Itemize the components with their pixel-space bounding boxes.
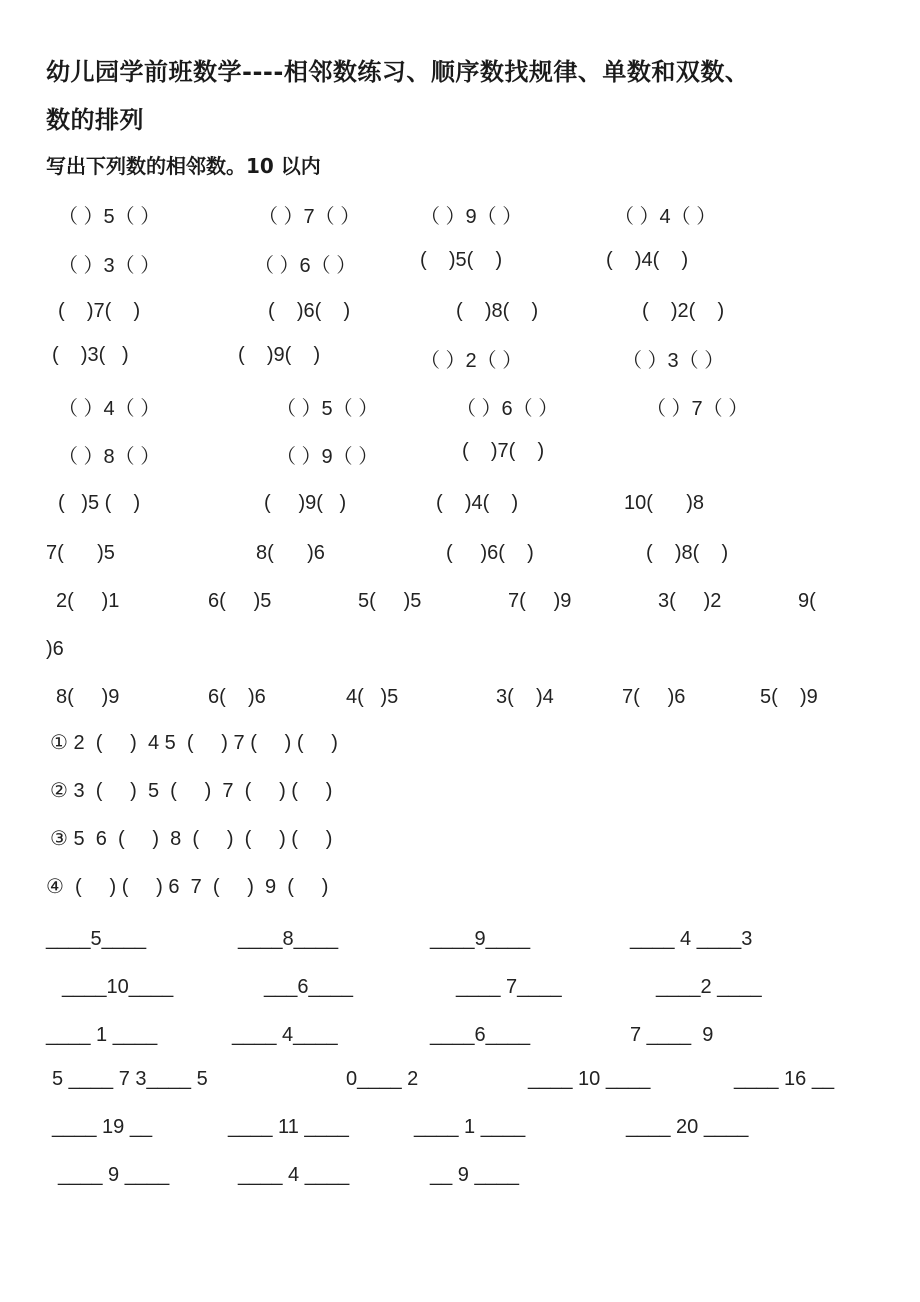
exercise-cell: 6( )5 xyxy=(208,590,272,612)
blank-exercise: ____ 10 ____ xyxy=(528,1068,651,1090)
exercise-cell: ( )5 ( ) xyxy=(58,492,141,514)
exercise-cell: 3( )4 xyxy=(496,686,554,708)
exercise-cell: ( )8( ) xyxy=(646,542,729,564)
exercise-cell: 7( )5 xyxy=(46,542,115,564)
exercise-cell: ( )5( ) xyxy=(420,249,503,271)
exercise-cell: 2( )1 xyxy=(56,590,120,612)
exercise-cell: ( )2( ) xyxy=(642,300,725,322)
blank-exercise: 5 ____ 7 3____ 5 xyxy=(52,1068,208,1090)
blank-exercise: ____2 ____ xyxy=(656,976,762,998)
exercise-cell: 10( )8 xyxy=(624,492,705,514)
blank-exercise: ____ 4 ____3 xyxy=(630,928,753,950)
exercise-cell: （ ）9（ ） xyxy=(420,206,523,228)
exercise-cell: （ ）7（ ） xyxy=(258,206,361,228)
exercise-cell: （ ）8（ ） xyxy=(58,446,161,468)
exercise-cell: ( )6( ) xyxy=(446,542,534,564)
blank-exercise: ___6____ xyxy=(264,976,353,998)
exercise-cell: 3( )2 xyxy=(658,590,722,612)
sequence-exercise: ④ ( ) ( ) 6 7 ( ) 9 ( ) xyxy=(46,876,329,898)
blank-exercise: ____ 4 ____ xyxy=(238,1164,350,1186)
blank-exercise: ____9____ xyxy=(430,928,531,950)
exercise-cell: ( )7( ) xyxy=(58,300,141,322)
exercise-cell: ( )6( ) xyxy=(268,300,351,322)
exercise-cell: （ ）2（ ） xyxy=(420,350,523,372)
exercise-cell: ( )4( ) xyxy=(606,249,689,271)
blank-exercise: ____ 11 ____ xyxy=(228,1116,349,1138)
blank-exercise: __ 9 ____ xyxy=(430,1164,519,1186)
blank-exercise: ____ 1 ____ xyxy=(46,1024,158,1046)
exercise-cell: （ ）6（ ） xyxy=(254,255,357,277)
exercise-cell: 4( )5 xyxy=(346,686,399,708)
exercise-cell: （ ）6（ ） xyxy=(456,398,559,420)
exercise-cell: 7( )9 xyxy=(508,590,572,612)
blank-exercise: 7 ____ 9 xyxy=(630,1024,714,1046)
exercise-cell: ( )8( ) xyxy=(456,300,539,322)
blank-exercise: ____5____ xyxy=(46,928,147,950)
exercise-cell: ( )7( ) xyxy=(462,440,545,462)
exercise-cell: 5( )5 xyxy=(358,590,422,612)
exercise-cell: )6 xyxy=(46,638,64,660)
exercise-cell: 8( )9 xyxy=(56,686,120,708)
exercise-cell: （ ）5（ ） xyxy=(58,206,161,228)
exercise-cell: （ ）5（ ） xyxy=(276,398,379,420)
exercise-cell: （ ）4（ ） xyxy=(614,206,717,228)
sequence-exercise: ③ 5 6 ( ) 8 ( ) ( ) ( ) xyxy=(50,828,333,850)
blank-exercise: ____ 4____ xyxy=(232,1024,338,1046)
exercise-cell: ( )4( ) xyxy=(436,492,519,514)
blank-exercise: ____ 1 ____ xyxy=(414,1116,526,1138)
exercise-cell: （ ）7（ ） xyxy=(646,398,749,420)
blank-exercise: ____8____ xyxy=(238,928,339,950)
exercise-cell: 7( )6 xyxy=(622,686,686,708)
blank-exercise: ____ 9 ____ xyxy=(58,1164,170,1186)
exercise-cell: （ ）4（ ） xyxy=(58,398,161,420)
worksheet-title-line-2: 数的排列 xyxy=(46,106,144,134)
exercise-cell: 5( )9 xyxy=(760,686,818,708)
sequence-exercise: ① 2 ( ) 4 5 ( ) 7 ( ) ( ) xyxy=(50,732,338,754)
exercise-cell: （ ）3（ ） xyxy=(58,255,161,277)
blank-exercise: ____ 20 ____ xyxy=(626,1116,749,1138)
exercise-cell: ( )9( ) xyxy=(264,492,347,514)
instruction-text: 写出下列数的相邻数。10 以内 xyxy=(46,154,321,178)
exercise-cell: 6( )6 xyxy=(208,686,266,708)
exercise-cell: （ ）3（ ） xyxy=(622,350,725,372)
blank-exercise: ____ 19 __ xyxy=(52,1116,153,1138)
sequence-exercise: ② 3 ( ) 5 ( ) 7 ( ) ( ) xyxy=(50,780,333,802)
exercise-cell: 8( )6 xyxy=(256,542,325,564)
worksheet-title-line-1: 幼儿园学前班数学----相邻数练习、顺序数找规律、单数和双数、 xyxy=(46,58,750,86)
blank-exercise: ____ 7____ xyxy=(456,976,562,998)
blank-exercise: ____10____ xyxy=(62,976,174,998)
exercise-cell: ( )9( ) xyxy=(238,344,321,366)
exercise-cell: （ ）9（ ） xyxy=(276,446,379,468)
exercise-cell: ( )3( ) xyxy=(52,344,129,366)
blank-exercise: ____6____ xyxy=(430,1024,531,1046)
blank-exercise: 0____ 2 xyxy=(346,1068,419,1090)
exercise-cell: 9( xyxy=(798,590,816,612)
blank-exercise: ____ 16 __ xyxy=(734,1068,835,1090)
